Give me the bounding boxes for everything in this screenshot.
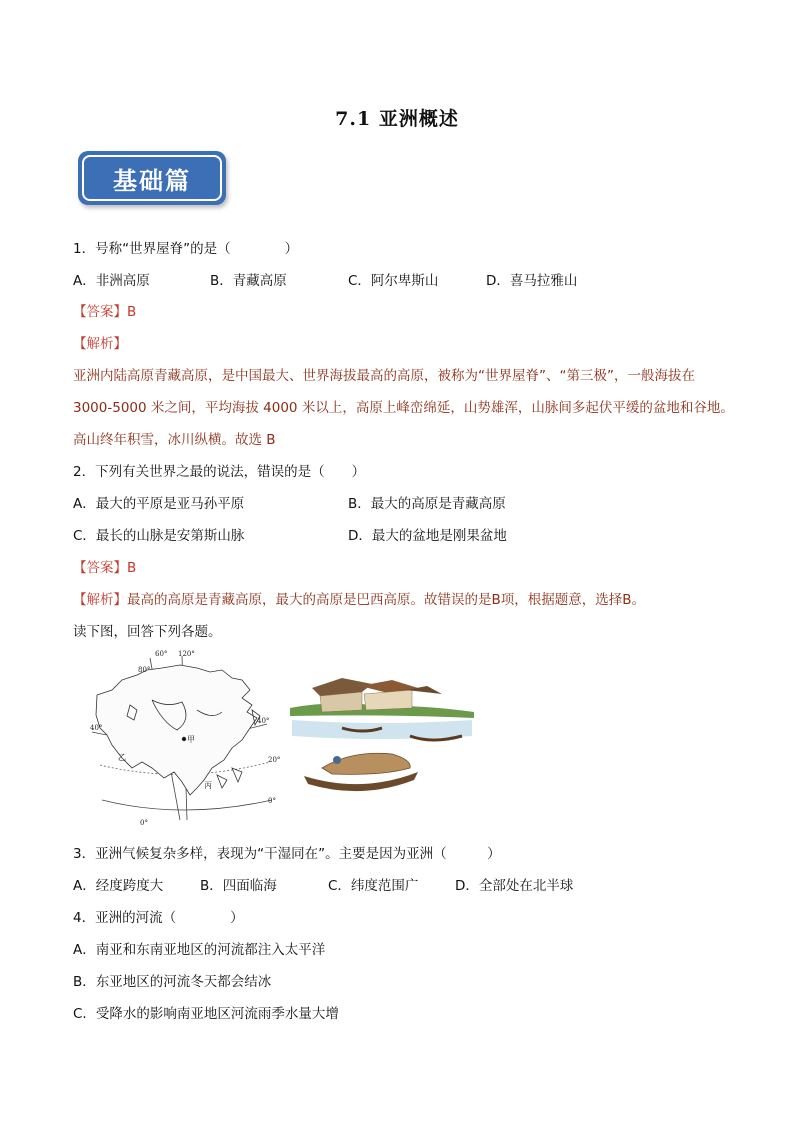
map-label-40-right: 40° — [257, 717, 270, 725]
page-title: 7.1 亚洲概述 — [335, 108, 459, 130]
map-label-40-left: 40° — [90, 724, 103, 732]
question-2-option-d: D．最大的盆地是刚果盆地 — [348, 528, 507, 544]
section-badge — [78, 151, 226, 205]
question-2-stem: 2．下列有关世界之最的说法，错误的是（ ） — [73, 464, 366, 480]
answer-value: B — [127, 304, 137, 320]
question-1-option-c: C．阿尔卑斯山 — [348, 273, 439, 289]
map-label-jia: 甲 — [187, 735, 195, 744]
question-4-option-c: C．受降水的影响南亚地区河流雨季水量大增 — [73, 1006, 339, 1022]
question-3-stem: 3．亚洲气候复杂多样，表现为“干湿同在”。主要是因为亚洲（ ） — [73, 846, 501, 862]
village-boats-illustration — [290, 678, 474, 791]
question-1-analysis-line-2: 3000-5000 米之间，平均海拔 4000 米以上，高原上峰峦绵延，山势雄浑，山脉间多起伏平缓的盆地和谷地。 — [73, 400, 734, 416]
roof-1 — [312, 678, 372, 696]
wall-2 — [364, 690, 412, 710]
map-label-0-right: 0° — [268, 797, 276, 805]
figures — [92, 650, 492, 830]
question-3-option-a: A．经度跨度大 — [73, 878, 164, 894]
question-1-analysis-line-3: 高山终年积雪，冰川纵横。故选 B — [73, 432, 276, 448]
map-label-120: 120° — [178, 650, 195, 658]
question-1-option-a: A．非洲高原 — [73, 273, 150, 289]
question-1-analysis-line-1: 亚洲内陆高原青藏高原，是中国最大、世界海拔最高的高原，被称为“世界屋脊”、“第三极”，一般海拔在 — [73, 368, 695, 384]
question-3-option-b: B．四面临海 — [200, 878, 277, 894]
island-2 — [232, 768, 242, 782]
question-1-analysis-tag: 【解析】 — [73, 336, 127, 352]
map-label-bing: 丙 — [204, 781, 212, 790]
island — [217, 775, 227, 788]
question-4-stem: 4．亚洲的河流（ ） — [73, 910, 244, 926]
question-4-option-a: A．南亚和东南亚地区的河流都注入太平洋 — [73, 942, 326, 958]
question-2-option-c: C．最长的山脉是安第斯山脉 — [73, 528, 245, 544]
boat-hull — [304, 772, 418, 791]
question-2-analysis — [73, 591, 645, 609]
question-4-option-b: B．东亚地区的河流冬天都会结冰 — [73, 974, 272, 990]
section-badge-label: 基础篇 — [82, 155, 222, 201]
question-2-option-b: B．最大的高原是青藏高原 — [348, 496, 506, 512]
analysis-text: 最高的高原是青藏高原，最大的高原是巴西高原。故错误的是B项，根据题意，选择B。 — [127, 592, 646, 608]
asia-map — [92, 656, 272, 820]
point-jia — [182, 737, 186, 741]
answer-value: B — [127, 560, 137, 576]
question-1-answer — [73, 303, 136, 321]
boatman — [333, 756, 341, 764]
answer-tag: 【答案】 — [73, 560, 127, 576]
map-label-80: 80° — [138, 666, 151, 674]
question-3-option-c: C．纬度范围广 — [328, 878, 419, 894]
map-label-yi: 乙 — [118, 753, 126, 762]
answer-tag: 【答案】 — [73, 304, 127, 320]
analysis-tag: 【解析】 — [73, 592, 127, 608]
question-1-stem: 1．号称“世界屋脊”的是（ ） — [73, 241, 299, 257]
map-label-60: 60° — [155, 650, 168, 658]
question-1-option-b: B．青藏高原 — [210, 273, 287, 289]
question-2-option-a: A．最大的平原是亚马孙平原 — [73, 496, 245, 512]
map-label-0-bottom: 0° — [140, 819, 148, 827]
question-1-option-d: D．喜马拉雅山 — [486, 273, 578, 289]
question-3-option-d: D．全部处在北半球 — [455, 878, 574, 894]
question-2-answer — [73, 559, 136, 577]
figure-intro: 读下图，回答下列各题。 — [73, 624, 222, 640]
map-label-20: 20° — [268, 756, 281, 764]
